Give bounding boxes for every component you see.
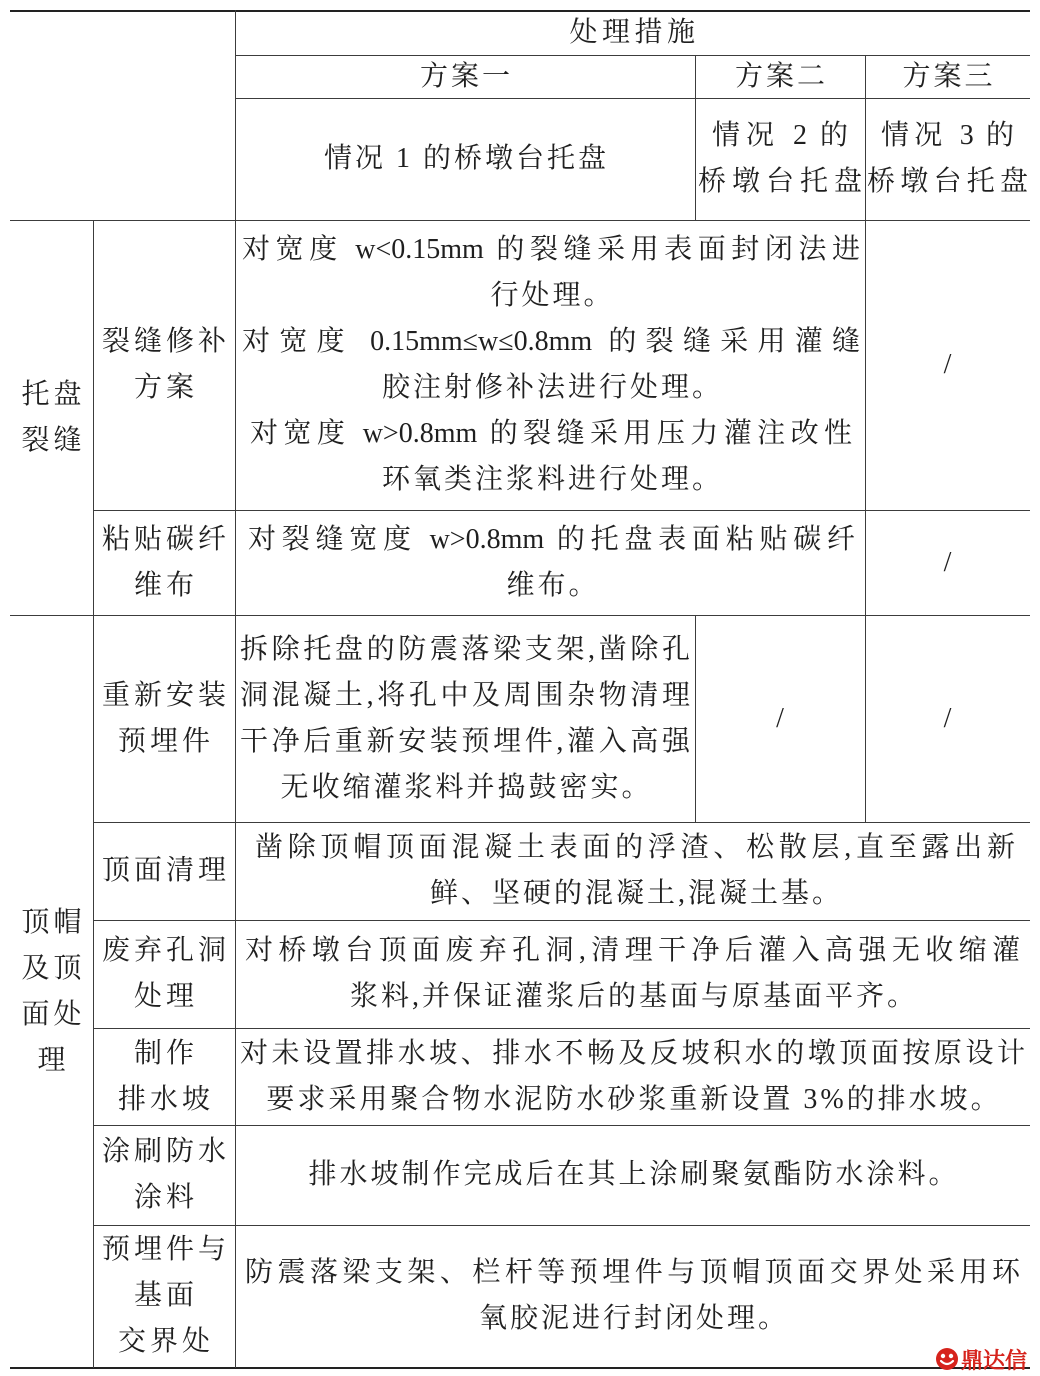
text-line: 氧胶泥进行封闭处理。 <box>478 1303 789 1334</box>
item-line: 基面 <box>133 1280 198 1311</box>
plan1-header: 方案一 <box>419 60 513 92</box>
text-line: 对宽度 w>0.8mm 的裂缝采用压力灌注改性 <box>250 418 852 449</box>
watermark-text: 鼎达信 <box>961 1348 1028 1374</box>
bottom-rule <box>10 1367 1030 1369</box>
not-applicable-mark: / <box>943 546 952 578</box>
text-line: 拆除托盘的防震落梁支架,凿除孔 <box>240 633 690 665</box>
clean-all-plans <box>235 822 1030 920</box>
cfrp-plan3 <box>865 510 1030 615</box>
text-line: 防震落梁支架、栏杆等预埋件与顶帽顶面交界处采用环 <box>245 1257 1020 1288</box>
text-line: 对宽度 0.15mm≤w≤0.8mm 的裂缝采用灌缝 <box>242 326 860 357</box>
text-line: 环氧类注浆料进行处理。 <box>381 464 723 495</box>
watermark-logo <box>935 1344 1030 1374</box>
item-line: 涂料 <box>133 1182 198 1213</box>
plan1-header-cell <box>235 55 695 98</box>
repair-item <box>93 220 235 510</box>
text-line: 干净后重新安装预埋件,灌入高强 <box>240 725 690 757</box>
crack-category <box>10 220 93 615</box>
item-line: 裂缝修补 <box>101 326 230 357</box>
case2-label-line: 情况 2 的 <box>712 120 848 151</box>
category-line: 理 <box>37 1044 70 1076</box>
holes-all-plans <box>235 920 1030 1028</box>
item-line: 制作 <box>133 1037 198 1069</box>
case2-cell <box>695 98 865 220</box>
plan3-header-cell <box>865 55 1030 98</box>
item-line: 粘贴碳纤 <box>101 523 230 555</box>
item-line: 废弃孔洞 <box>101 935 230 966</box>
slope-item <box>93 1028 235 1125</box>
clean-item <box>93 822 235 920</box>
not-applicable-mark: / <box>943 349 952 380</box>
text-line: 对未设置排水坡、排水不畅及反坡积水的墩顶面按原设计 <box>240 1037 1025 1069</box>
logo-icon <box>935 1347 959 1371</box>
repair-plan1-2 <box>235 220 865 510</box>
category-line: 及顶 <box>21 952 86 984</box>
category-line: 裂缝 <box>21 424 86 456</box>
repair-plan3 <box>865 220 1030 510</box>
header-title: 处理措施 <box>569 16 700 48</box>
plan2-header-cell <box>695 55 865 98</box>
item-line: 预埋件与 <box>101 1234 230 1265</box>
cap-category <box>10 615 93 1368</box>
item-line: 排水坡 <box>117 1083 214 1115</box>
case1-label: 情况 1 的桥墩台托盘 <box>323 143 609 174</box>
text-line: 洞混凝土,将孔中及周围杂物清理 <box>240 679 690 711</box>
text-line: 胶注射修补法进行处理。 <box>381 372 723 403</box>
category-line: 托盘 <box>21 378 86 410</box>
text-line: 对桥墩台顶面废弃孔洞,清理干净后灌入高强无收缩灌 <box>245 935 1020 966</box>
slope-all-plans <box>235 1028 1030 1125</box>
plan2-header: 方案二 <box>734 60 828 92</box>
holes-item <box>93 920 235 1028</box>
text-line: 维布。 <box>506 569 600 601</box>
item-line: 重新安装 <box>101 679 230 711</box>
not-applicable-mark: / <box>776 702 784 734</box>
text-line: 对裂缝宽度 w>0.8mm 的托盘表面粘贴碳纤 <box>248 523 855 555</box>
cfrp-item <box>93 510 235 615</box>
text-line: 浆料,并保证灌浆后的基面与原基面平齐。 <box>349 981 918 1012</box>
item-line: 方案 <box>133 372 198 403</box>
item-line: 预埋件 <box>117 725 214 757</box>
case1-cell <box>235 98 695 220</box>
text-line: 行处理。 <box>490 280 615 311</box>
item-line: 涂刷防水 <box>101 1136 230 1167</box>
embed-plan1 <box>235 615 695 822</box>
plan3-header: 方案三 <box>902 60 996 92</box>
item-line: 维布 <box>133 569 198 601</box>
junction-all-plans <box>235 1225 1030 1367</box>
text-line: 无收缩灌浆料并捣鼓密实。 <box>280 771 653 803</box>
case3-label-line: 桥墩台托盘 <box>867 166 1028 197</box>
junction-item <box>93 1225 235 1367</box>
cfrp-plan1-2 <box>235 510 865 615</box>
embed-plan3 <box>865 615 1030 822</box>
case2-label-line: 桥墩台托盘 <box>698 166 862 197</box>
item-line: 处理 <box>133 981 198 1012</box>
case3-label-line: 情况 3 的 <box>881 120 1014 151</box>
coat-item <box>93 1125 235 1225</box>
text-line: 鲜、坚硬的混凝土,混凝土基。 <box>429 878 843 909</box>
text-line: 排水坡制作完成后在其上涂刷聚氨酯防水涂料。 <box>308 1159 960 1190</box>
text-line: 要求采用聚合物水泥防水砂浆重新设置 3%的排水坡。 <box>266 1083 1002 1115</box>
header-title-cell <box>235 10 1030 55</box>
case3-cell <box>865 98 1030 220</box>
item-line: 顶面清理 <box>101 855 230 886</box>
text-line: 凿除顶帽顶面混凝土表面的浮渣、松散层,直至露出新 <box>255 832 1015 863</box>
embed-item <box>93 615 235 822</box>
not-applicable-mark: / <box>943 702 952 734</box>
category-line: 顶帽 <box>21 906 86 938</box>
coat-all-plans <box>235 1125 1030 1225</box>
category-line: 面处 <box>21 998 86 1030</box>
embed-plan2 <box>695 615 865 822</box>
text-line: 对宽度 w<0.15mm 的裂缝采用表面封闭法进 <box>242 234 860 265</box>
item-line: 交界处 <box>117 1326 214 1357</box>
